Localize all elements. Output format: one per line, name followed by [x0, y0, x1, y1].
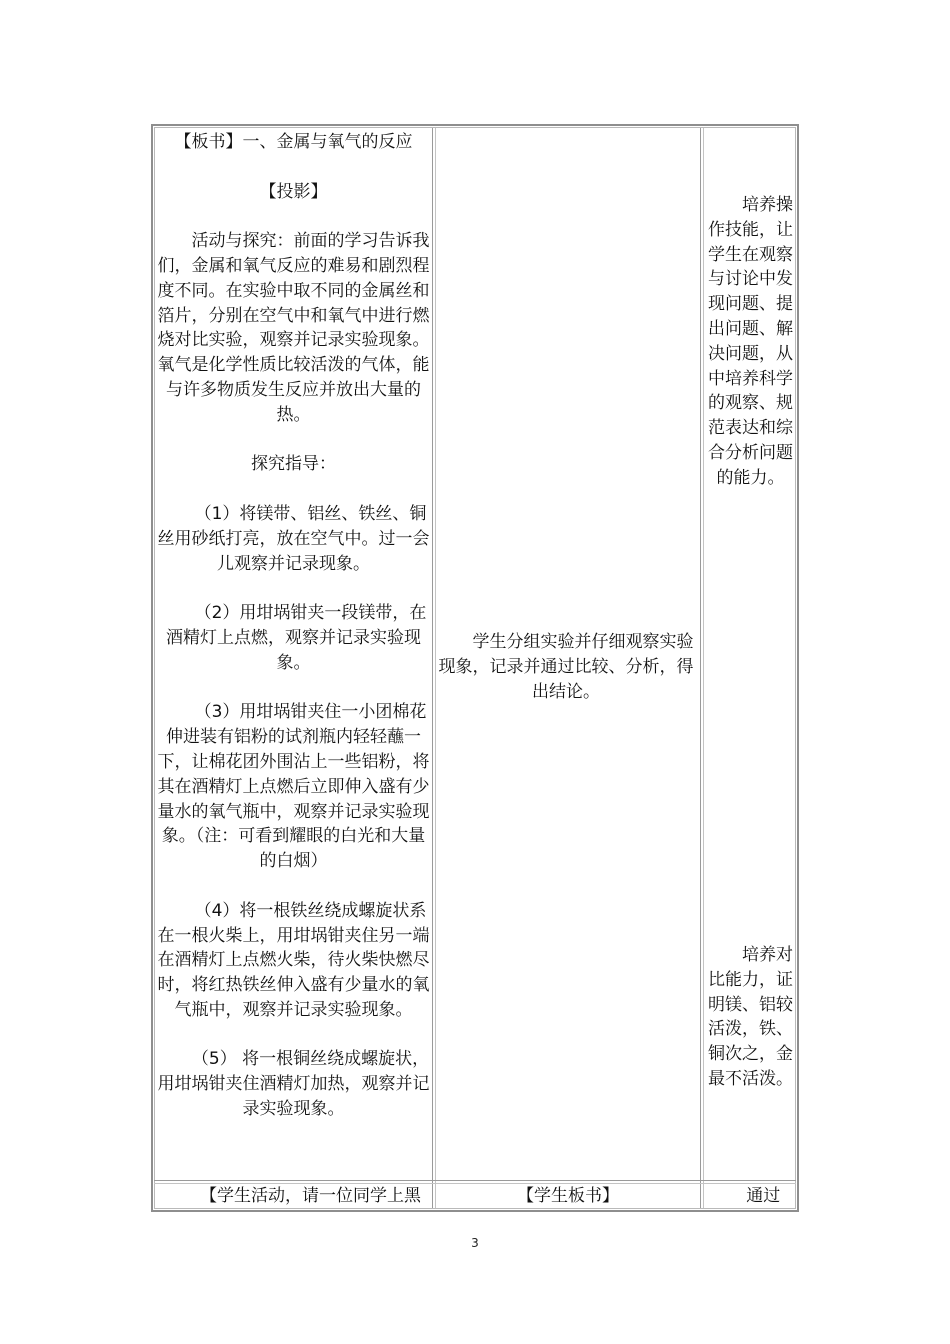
- intro-paragraph: 活动与探究：前面的学习告诉我们，金属和氧气反应的难易和剧烈程度不同。在实验中取不同的金属丝和箔片，分别在空气中和氧气中进行燃烧对比实验，观察并记录实验现象。氧气是化学性质比较活泼的气体，能与许多物质发生反应并放出大量的热。: [157, 231, 430, 425]
- step-4: （4）将一根铁丝绕成螺旋状系在一根火柴上，用坩埚钳夹住另一端在酒精灯上点燃火柴，待火柴快燃尽时，将红热铁丝伸入盛有少量水的氧气瓶中，观察并记录实验现象。: [157, 900, 430, 1020]
- design-intent-text-2: 培养对比能力，证明镁、铝较活泼，铁、铜次之，金最不活泼。: [708, 945, 793, 1089]
- design-intent-cell-1: [704, 193, 797, 491]
- row2-student-activity: [436, 1184, 700, 1209]
- step-3: （3）用坩埚钳夹住一小团棉花伸进装有铝粉的试剂瓶内轻轻蘸一下，让棉花团外围沾上一些铝粉，将其在酒精灯上点燃后立即伸入盛有少量水的氧气瓶中，观察并记录实验现象。（注：可看到耀眼的白光和大量的白烟）: [157, 702, 430, 872]
- step-5: （5） 将一根铜丝绕成螺旋状，用坩埚钳夹住酒精灯加热，观察并记录实验现象。: [157, 1049, 430, 1120]
- guide-label: 探究指导：: [251, 454, 336, 475]
- student-activity-cell: [432, 630, 700, 704]
- column-divider-2: [700, 128, 701, 1208]
- student-activity-text: 学生分组实验并仔细观察实验现象，记录并通过比较、分析，得出结论。: [438, 632, 694, 702]
- row2-design-text: 通过: [746, 1186, 781, 1206]
- design-intent-text-1: 培养操作技能，让学生在观察与讨论中发现问题、提出问题、解决问题，从中培养科学的观察、规范表达和综合分析问题的能力。: [708, 195, 793, 488]
- step-2: （2）用坩埚钳夹一段镁带，在酒精灯上点燃，观察并记录实验现象。: [166, 603, 427, 673]
- row2-teacher-text: 【学生活动，请一位同学上黑: [200, 1186, 421, 1206]
- row2-student-text: 【学生板书】: [517, 1186, 619, 1206]
- page-number: 3: [471, 1236, 479, 1250]
- step-1: （1）将镁带、铝丝、铁丝、铜丝用砂纸打亮，放在空气中。过一会儿观察并记录现象。: [157, 503, 430, 574]
- projection-label: 【投影】: [259, 181, 328, 202]
- teacher-activity-cell: [155, 130, 432, 1122]
- design-intent-cell-2: [704, 943, 797, 1092]
- row2-design-intent: [704, 1184, 797, 1209]
- board-heading: 【板书】一、金属与氧气的反应: [174, 132, 413, 152]
- row2-teacher-activity: [155, 1184, 432, 1209]
- row-divider: [154, 1180, 796, 1181]
